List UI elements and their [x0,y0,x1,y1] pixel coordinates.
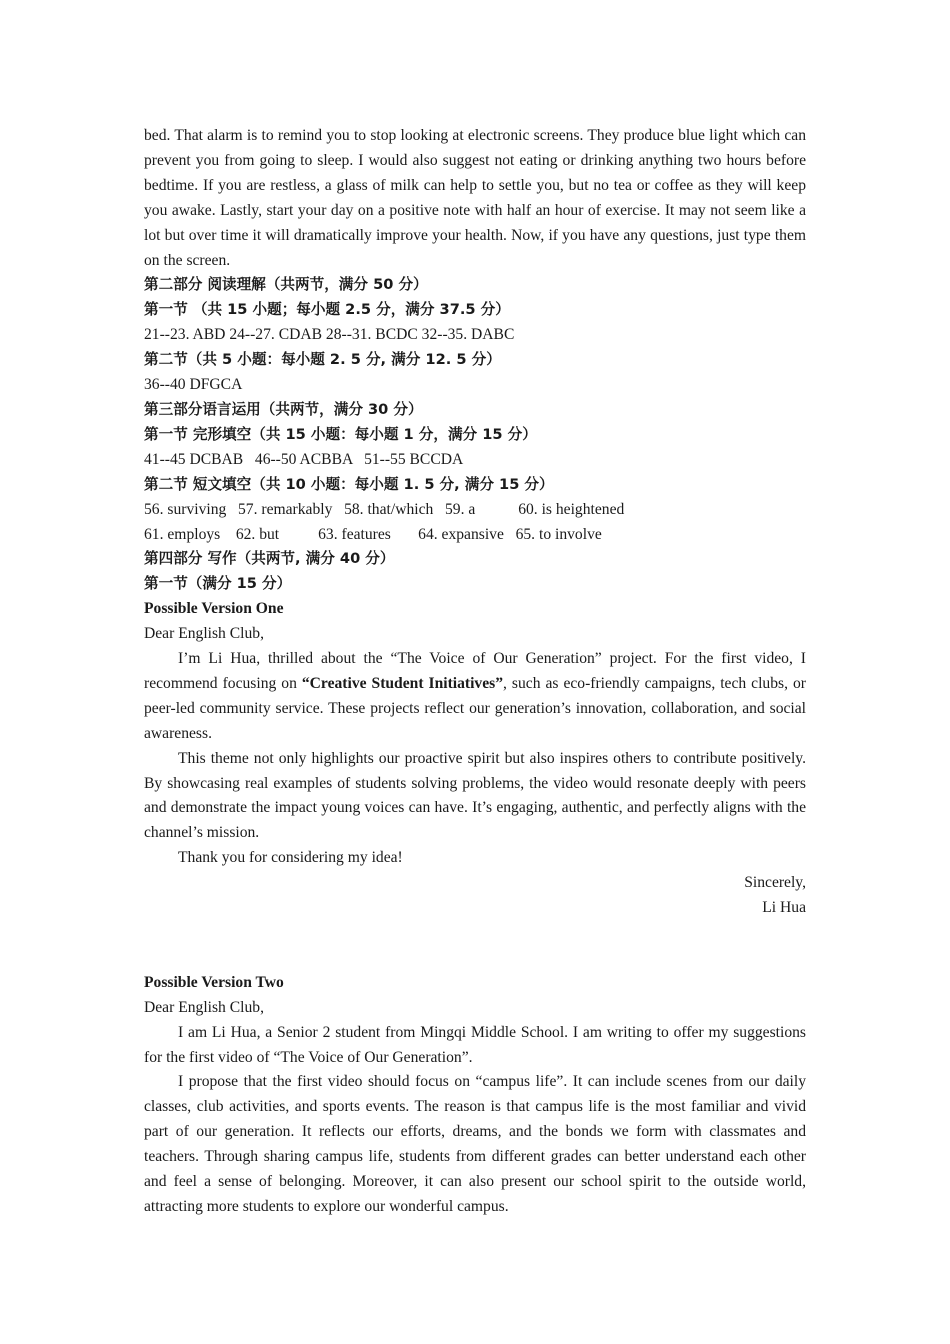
part2-section1-heading: 第一节 （共 15 小题；每小题 2.5 分，满分 37.5 分） [144,301,510,319]
version-two-paragraph-2: I propose that the first video should focus on “campus life”. It can include scenes from our daily classes, club activities, and sports events. The reason is that campus life is the most familiar and vivid part of our generation. It reflects our efforts, dreams, and the bonds we form with classmates and teachers. Through sharing campus life, students from different grades can better understand each other and feel a sense of belonging. Moreover, it can also present our school spirit to the outside world, attracting more students to explore our wonderful campus. [144,1073,806,1215]
part3-section1-answers: 41--45 DCBAB 46--50 ACBBA 51--55 BCCDA [144,450,464,468]
part3-section1-heading: 第一节 完形填空（共 15 小题：每小题 1 分，满分 15 分） [144,425,537,443]
part3-section2-answers-row1: 56. surviving 57. remarkably 58. that/which 59. a 60. is heightened [144,500,625,518]
version-one-paragraph-2: This theme not only highlights our proactive spirit but also inspires others to contribute positively. By showcasing real examples of students solving problems, the video would resonate deeply with peers and demonstrate the impact young voices can have. It’s engaging, authentic, and perfectly aligns with the channel’s mission. [144,749,806,842]
part2-section2-answers: 36--40 DFGCA [144,376,243,394]
version-one-p1-text-a: I’m Li Hua, thrilled about the “The Voice of Our Generation” project. For the first video, I recommend focusing on [144,650,806,692]
part2-heading: 第二部分 阅读理解（共两节，满分 50 分） [144,276,428,294]
part3-section2-answers-row2: 61. employs 62. but 63. features 64. expansive 65. to involve [144,525,602,543]
section-spacer [144,921,806,971]
part3-section2-heading: 第二节 短文填空（共 10 小题：每小题 1. 5 分, 满分 15 分） [144,475,554,493]
listening-transcript-paragraph: bed. That alarm is to remind you to stop looking at electronic screens. They produce blue light which can prevent you from going to sleep. I would also suggest not eating or drinking anything two hours before bedtime. If you are restless, a glass of milk can help to settle you, but no tea or coffee as they will keep you awake. Lastly, start your day on a positive note with half an hour of exercise. It may not seem like a lot but over time it will dramatically improve your health. Now, if you have any questions, just type them on the screen. [144,127,806,269]
version-one-p1-bold-theme: “Creative Student Initiatives” [301,674,504,692]
part4-section1-heading: 第一节（满分 15 分） [144,575,292,593]
version-one-paragraph-3: Thank you for considering my idea! [178,849,403,867]
version-one-title: Possible Version One [144,600,284,618]
part4-heading: 第四部分 写作（共两节, 满分 40 分） [144,550,395,568]
part3-heading: 第三部分语言运用（共两节，满分 30 分） [144,400,423,418]
version-one-closing: Sincerely, [744,874,806,892]
version-one-paragraph-1 [144,647,806,747]
version-two-salutation: Dear English Club, [144,998,264,1016]
version-one-salutation: Dear English Club, [144,625,264,643]
version-one-signature: Li Hua [762,899,806,917]
part2-section1-answers: 21--23. ABD 24--27. CDAB 28--31. BCDC 32--35. DABC [144,326,515,344]
version-one-p1-text-b: , such as eco-friendly campaigns, tech clubs, or peer-led community service. These projects reflect our generation’s innovation, collaboration, and social awareness. [144,674,806,742]
version-two-title: Possible Version Two [144,973,284,991]
part2-section2-heading: 第二节（共 5 小题：每小题 2. 5 分, 满分 12. 5 分） [144,351,501,369]
version-two-paragraph-1: I am Li Hua, a Senior 2 student from Mingqi Middle School. I am writing to offer my suggestions for the first video of “The Voice of Our Generation”. [144,1023,806,1066]
document-body [144,124,806,1220]
